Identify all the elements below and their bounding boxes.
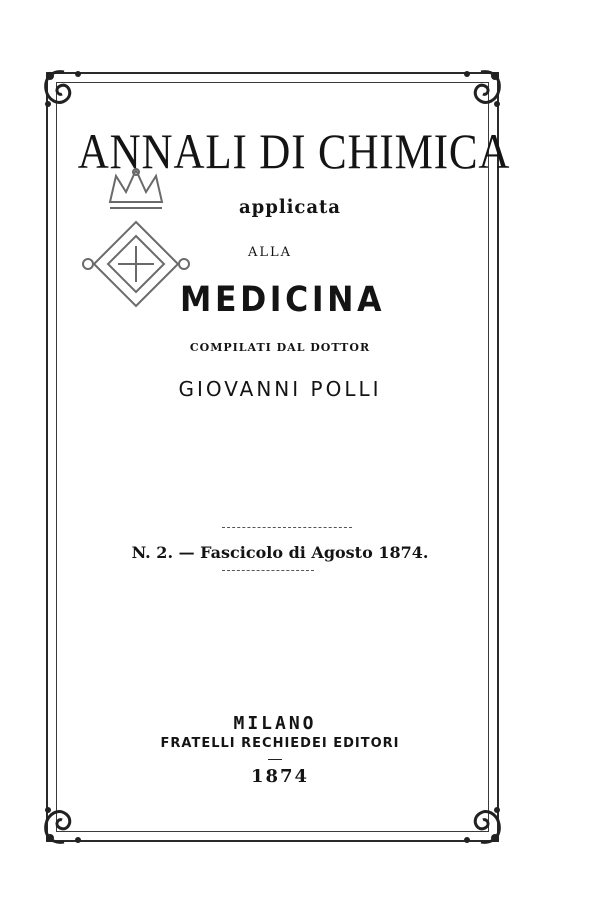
corner-ornament-icon	[40, 66, 88, 114]
publication-year: 1874	[250, 766, 310, 787]
divider-bottom	[222, 570, 314, 571]
author-name: GIOVANNI POLLI	[178, 377, 382, 401]
divider-top	[222, 527, 352, 528]
issue-line: N. 2. — Fascicolo di Agosto 1874.	[131, 543, 429, 562]
subject-heading: MEDICINA	[180, 280, 386, 320]
connector-word: ALLA	[247, 245, 293, 260]
subtitle: applicata	[239, 196, 341, 218]
separator-dash	[268, 759, 282, 760]
page-title: ANNALI DI CHIMICA	[77, 123, 511, 179]
publication-city: MILANO	[233, 713, 317, 734]
publisher-name: FRATELLI RECHIEDEI EDITORI	[160, 736, 400, 751]
corner-ornament-icon	[457, 66, 505, 114]
corner-ornament-icon	[457, 800, 505, 848]
compiled-by-line: COMPILATI DAL DOTTOR	[189, 341, 371, 354]
corner-ornament-icon	[40, 800, 88, 848]
